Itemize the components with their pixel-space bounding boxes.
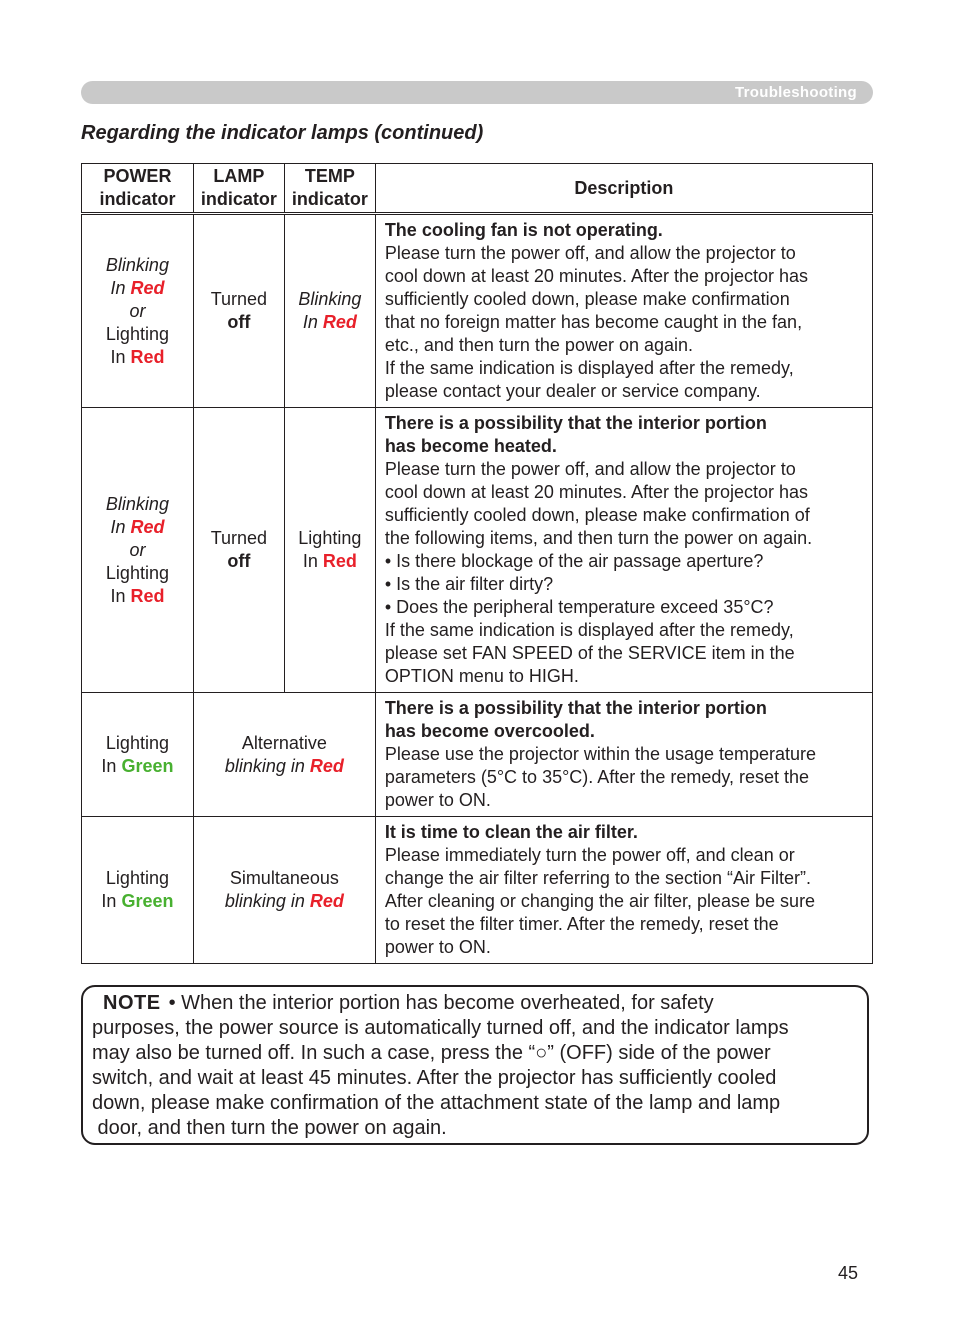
page-number: 45 (838, 1263, 859, 1283)
table-row (82, 214, 873, 408)
description-cell: There is a possibility that the interior portion has become overcooled. Please use the projector within the usage temperature parameters (5°C to 35°C). After the remedy, reset the power to ON. (375, 693, 872, 817)
lamp-temp-indicator-cell: Alternative blinking in Red (193, 693, 375, 817)
power-indicator-cell: Lighting In Green (82, 693, 194, 817)
header-temp: TEMP indicator (284, 164, 375, 214)
lamp-indicator-cell: Turned off (193, 214, 284, 408)
table-row (82, 693, 873, 817)
note-box (81, 985, 869, 1145)
lamp-indicator-cell: Turned off (193, 408, 284, 693)
temp-indicator-cell: Blinking In Red (284, 214, 375, 408)
indicator-table (81, 163, 873, 964)
power-indicator-cell: Blinking In Red or Lighting In Red (82, 408, 194, 693)
description-cell: It is time to clean the air filter. Please immediately turn the power off, and clean or change the air filter referring to the section “Air Filter”. After cleaning or changing the air filter, please be sure to reset the filter timer. After the remedy, reset the power to ON. (375, 817, 872, 964)
note-label: NOTE (103, 992, 161, 1014)
table-row (82, 408, 873, 693)
section-header-label: Troubleshooting (735, 84, 857, 101)
power-indicator-cell: Lighting In Green (82, 817, 194, 964)
header-power: POWER indicator (82, 164, 194, 214)
table-header-row (82, 164, 873, 214)
section-title: Regarding the indicator lamps (continued) (81, 122, 484, 144)
description-cell: There is a possibility that the interior portion has become heated. Please turn the power off, and allow the projector to cool down at least 20 minutes. After the projector has sufficiently cooled down, please make confirmation of the following items, and then turn the power on again. • Is there blockage of the air passage aperture? • Is the air filter dirty? • Does the peripheral temperature exceed 35°C? If the same indication is displayed after the remedy, please set FAN SPEED of the SERVICE item in the OPTION menu to HIGH. (375, 408, 872, 693)
temp-indicator-cell: Lighting In Red (284, 408, 375, 693)
section-header-bar (81, 81, 873, 104)
power-indicator-cell: Blinking In Red or Lighting In Red (82, 214, 194, 408)
header-lamp: LAMP indicator (193, 164, 284, 214)
lamp-temp-indicator-cell: Simultaneous blinking in Red (193, 817, 375, 964)
table-row (82, 817, 873, 964)
note-text: NOTE • When the interior portion has become overheated, for safety purposes, the power source is automatically turned off, and the indicator lamps may also be turned off. In such a case, press the “○” (OFF) side of the power switch, and wait at least 45 minutes. After the projector has sufficiently cooled down, please make confirmation of the attachment state of the lamp and lamp door, and then turn the power on again. (92, 992, 789, 1139)
description-cell: The cooling fan is not operating. Please turn the power off, and allow the projector to cool down at least 20 minutes. After the projector has sufficiently cooled down, please make confirmation that no foreign matter has become caught in the fan, etc., and then turn the power on again. If the same indication is displayed after the remedy, please contact your dealer or service company. (375, 214, 872, 408)
header-description: Description (375, 164, 872, 214)
